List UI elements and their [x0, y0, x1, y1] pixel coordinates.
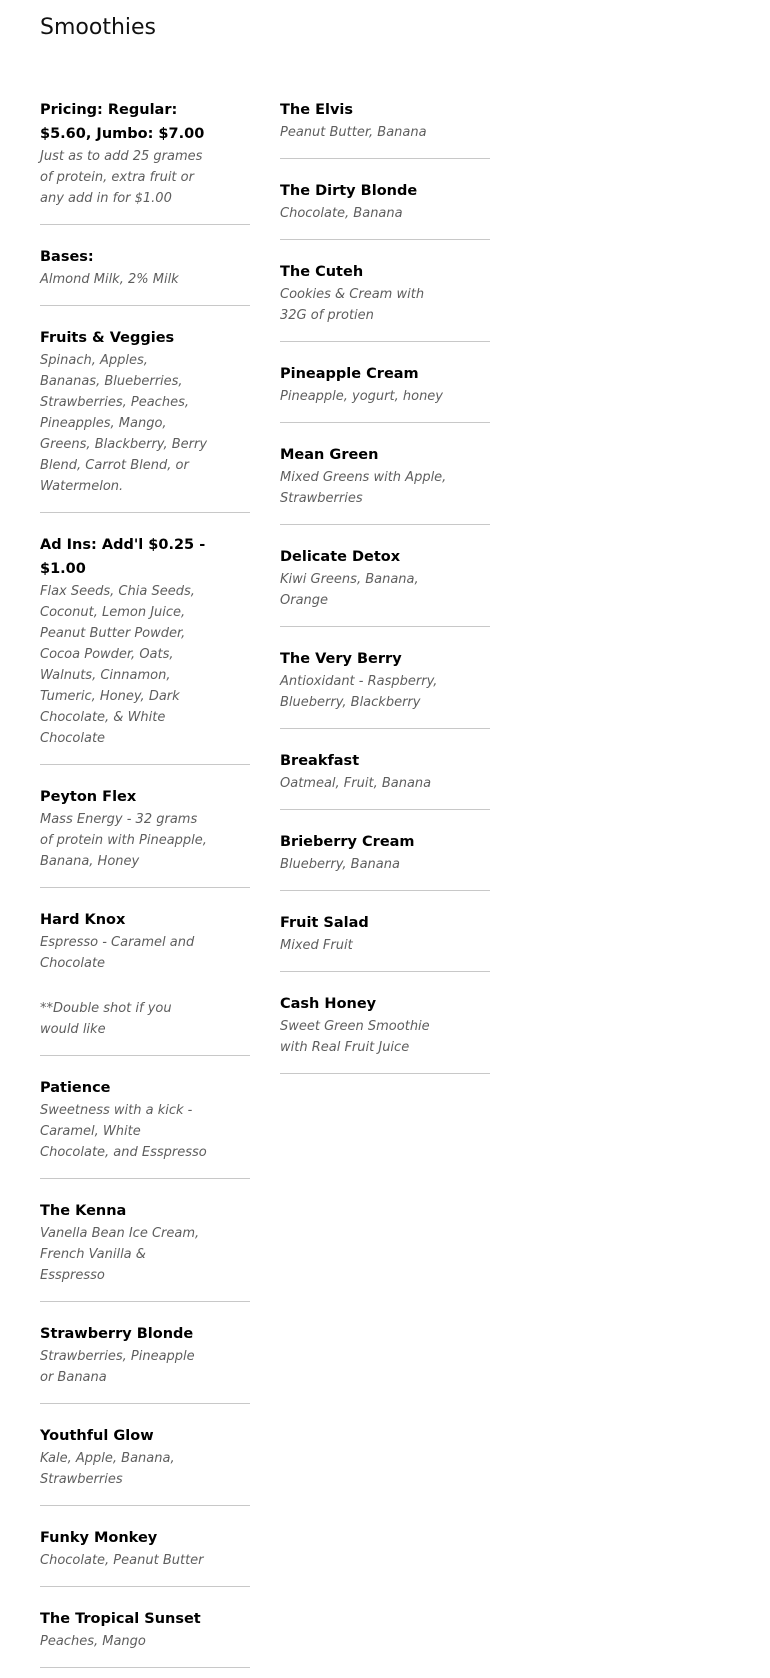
- menu-item-description: Chocolate, Banana: [280, 206, 403, 221]
- menu-item-add-ins: [40, 523, 250, 765]
- menu-item-name: Bases:: [40, 249, 94, 265]
- menu-item-description: Chocolate, Peanut Butter: [40, 1553, 204, 1568]
- menu-item-mean-green: [280, 433, 490, 525]
- menu-item-description: Pineapple, yogurt, honey: [280, 389, 444, 404]
- menu-item-the-cuteh: [280, 250, 490, 342]
- menu-item-the-elvis: [280, 88, 490, 159]
- menu-item-description: Peanut Butter, Banana: [280, 125, 427, 140]
- menu-item-note: **Double shot if you would like: [40, 1001, 172, 1037]
- menu-item-breakfast: [280, 739, 490, 810]
- menu-item-name: Fruit Salad: [280, 915, 369, 931]
- menu-item-name: Delicate Detox: [280, 549, 401, 565]
- menu-column-left: [40, 88, 250, 1678]
- menu-item-description: Just as to add 25 grames of protein, extra fruit or any add in for $1.00: [40, 149, 203, 206]
- menu-item-name: Brieberry Cream: [280, 834, 415, 850]
- menu-item-name: Cash Honey: [280, 996, 377, 1012]
- menu-item-description: Mass Energy - 32 grams of protein with Pineapple, Banana, Honey: [40, 812, 207, 869]
- menu-item-description: Strawberries, Pineapple or Banana: [40, 1349, 195, 1385]
- menu-item-brieberry-cream: [280, 820, 490, 891]
- menu-item-description: Espresso - Caramel and Chocolate: [40, 935, 195, 971]
- menu-item-name: Pineapple Cream: [280, 366, 419, 382]
- menu-item-pricing: [40, 88, 250, 225]
- menu-item-description: Sweet Green Smoothie with Real Fruit Juice: [280, 1019, 430, 1055]
- menu-item-name: Youthful Glow: [40, 1428, 154, 1444]
- menu-item-description: Antioxidant - Raspberry, Blueberry, Blackberry: [280, 674, 438, 710]
- menu-item-name: Breakfast: [280, 753, 360, 769]
- menu-item-description: Peaches, Mango: [40, 1634, 146, 1649]
- menu-item-description: Almond Milk, 2% Milk: [40, 272, 179, 287]
- menu-item-description: Kiwi Greens, Banana, Orange: [280, 572, 419, 608]
- menu-item-name: The Kenna: [40, 1203, 127, 1219]
- menu-item-name: The Cuteh: [280, 264, 364, 280]
- menu-item-pineapple-cream: [280, 352, 490, 423]
- menu-item-description: Vanella Bean Ice Cream, French Vanilla & Esspresso: [40, 1226, 200, 1283]
- menu-item-description: Blueberry, Banana: [280, 857, 400, 872]
- page-title: Smoothies: [40, 15, 156, 40]
- menu-item-name: Peyton Flex: [40, 789, 137, 805]
- menu-item-name: Ad Ins: Add'l $0.25 - $1.00: [40, 537, 206, 577]
- menu-item-fruits-veggies: [40, 316, 250, 513]
- menu-item-funky-monkey: [40, 1516, 250, 1587]
- menu-item-delicate-detox: [280, 535, 490, 627]
- menu-column-right: [280, 88, 490, 1084]
- menu-item-description: Cookies & Cream with 32G of protien: [280, 287, 425, 323]
- menu-item-description: Mixed Fruit: [280, 938, 353, 953]
- menu-item-patience: [40, 1066, 250, 1179]
- menu-item-tropical-sunset: [40, 1597, 250, 1668]
- menu-item-fruit-salad: [280, 901, 490, 972]
- menu-item-description: Sweetness with a kick - Caramel, White Chocolate, and Esspresso: [40, 1103, 207, 1160]
- menu-item-name: Pricing: Regular: $5.60, Jumbo: $7.00: [40, 102, 205, 142]
- menu-item-name: The Elvis: [280, 102, 354, 118]
- menu-item-description: Kale, Apple, Banana, Strawberries: [40, 1451, 175, 1487]
- menu-item-name: Strawberry Blonde: [40, 1326, 194, 1342]
- menu-item-description: Spinach, Apples, Bananas, Blueberries, Strawberries, Peaches, Pineapples, Mango, Greens, Blackberry, Berry Blend, Carrot Blend, or Watermelon.: [40, 353, 208, 494]
- menu-item-name: The Tropical Sunset: [40, 1611, 201, 1627]
- menu-item-peyton-flex: [40, 775, 250, 888]
- menu-item-name: Funky Monkey: [40, 1530, 158, 1546]
- menu-item-hard-knox: [40, 898, 250, 1056]
- menu-item-name: Mean Green: [280, 447, 379, 463]
- menu-item-name: Patience: [40, 1080, 111, 1096]
- menu-item-name: Fruits & Veggies: [40, 330, 175, 346]
- menu-item-description: Oatmeal, Fruit, Banana: [280, 776, 432, 791]
- menu-item-cash-honey: [280, 982, 490, 1074]
- menu-item-strawberry-blonde: [40, 1312, 250, 1404]
- menu-item-description: Mixed Greens with Apple, Strawberries: [280, 470, 447, 506]
- menu-item-name: The Dirty Blonde: [280, 183, 418, 199]
- menu-item-bases: [40, 235, 250, 306]
- menu-item-very-berry: [280, 637, 490, 729]
- menu-item-name: The Very Berry: [280, 651, 402, 667]
- menu-item-dirty-blonde: [280, 169, 490, 240]
- menu-item-the-kenna: [40, 1189, 250, 1302]
- menu-item-name: Hard Knox: [40, 912, 126, 928]
- menu-item-youthful-glow: [40, 1414, 250, 1506]
- menu-item-description: Flax Seeds, Chia Seeds, Coconut, Lemon Juice, Peanut Butter Powder, Cocoa Powder, Oats, Walnuts, Cinnamon, Tumeric, Honey, Dark Chocolate, & White Chocolate: [40, 584, 195, 746]
